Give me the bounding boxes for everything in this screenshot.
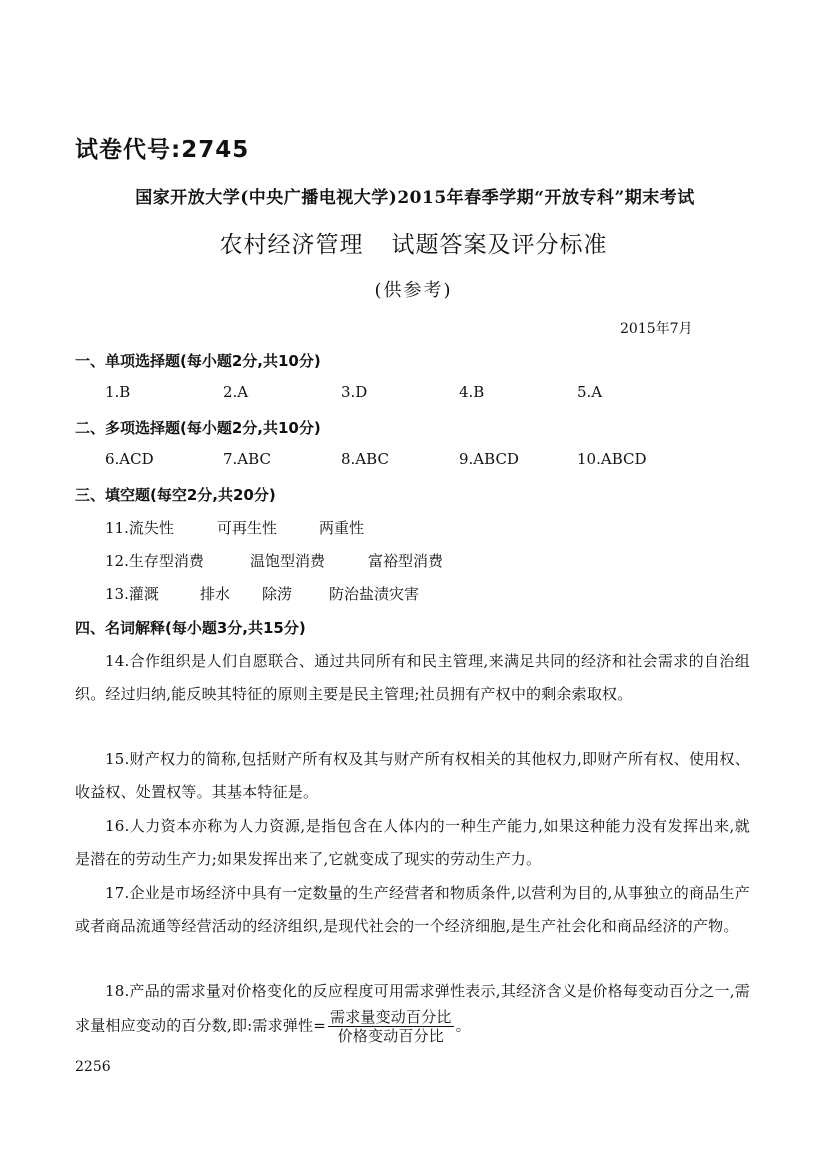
fraction-numerator: 需求量变动百分比 bbox=[330, 1008, 452, 1026]
paper-code: 试卷代号:2745 bbox=[75, 137, 250, 163]
blank-answer: 可再生性 bbox=[217, 519, 278, 537]
subject-title bbox=[0, 226, 827, 259]
fill-blank-row bbox=[105, 517, 364, 538]
answer-item: 1.B bbox=[105, 383, 131, 401]
fill-blank-row bbox=[105, 583, 419, 604]
section-single-choice-title: 一、单项选择题(每小题2分,共10分) bbox=[75, 352, 321, 370]
item-18-end: 。 bbox=[455, 1016, 471, 1035]
fraction-denominator: 价格变动百分比 bbox=[337, 1027, 444, 1045]
exam-title: 国家开放大学(中央广播电视大学)2015年春季学期“开放专科”期末考试 bbox=[135, 188, 695, 208]
section-fill-blank-title: 三、填空题(每空2分,共20分) bbox=[75, 486, 276, 504]
reference-note: (供参考) bbox=[374, 280, 453, 301]
answer-item: 3.D bbox=[341, 383, 368, 401]
subject-suffix: 试题答案及评分标准 bbox=[391, 232, 608, 258]
term-answer-paragraph: 14.合作组织是人们自愿联合、通过共同所有和民主管理,来满足共同的经济和社会需求的自治组织。经过归纳,能反映其特征的原则主要是民主管理;社员拥有产权中的剩余索取权。 bbox=[75, 652, 750, 703]
page-number: 2256 bbox=[75, 1059, 111, 1075]
answer-item: 9.ABCD bbox=[459, 450, 519, 468]
term-answer-paragraph: 16.人力资本亦称为人力资源,是指包含在人体内的一种生产能力,如果这种能力没有发挥出来,就是潜在的劳动生产力;如果发挥出来了,它就变成了现实的劳动生产力。 bbox=[75, 817, 750, 868]
elasticity-fraction bbox=[328, 1008, 454, 1045]
answer-item: 5.A bbox=[577, 383, 603, 401]
answer-item: 7.ABC bbox=[223, 450, 271, 468]
blank-answer: 13.灌溉 bbox=[105, 585, 159, 603]
section-multi-choice-title: 二、多项选择题(每小题2分,共10分) bbox=[75, 419, 321, 437]
section-term-explanation-title: 四、名词解释(每小题3分,共15分) bbox=[75, 619, 306, 637]
fill-blank-row bbox=[105, 550, 443, 571]
term-answer-paragraph: 15.财产权力的简称,包括财产所有权及其与财产所有权相关的其他权力,即财产所有权、使用权、收益权、处置权等。其基本特征是。 bbox=[75, 750, 750, 801]
blank-answer: 排水 bbox=[200, 585, 231, 603]
answer-item: 2.A bbox=[223, 383, 249, 401]
answer-item: 8.ABC bbox=[341, 450, 389, 468]
answer-item: 6.ACD bbox=[105, 450, 154, 468]
exam-date: 2015年7月 bbox=[620, 321, 693, 337]
blank-answer: 11.流失性 bbox=[105, 519, 174, 537]
subject-name: 农村经济管理 bbox=[219, 232, 364, 258]
blank-answer: 两重性 bbox=[319, 519, 365, 537]
blank-answer: 除涝 bbox=[262, 585, 293, 603]
answer-item: 4.B bbox=[459, 383, 485, 401]
term-answer-paragraph-18 bbox=[75, 975, 750, 1045]
item-18-text: 18.产品的需求量对价格变化的反应程度可用需求弹性表示,其经济含义是价格每变动百分之一,需求量相应变动的百分数,即:需求弹性= bbox=[75, 982, 750, 1035]
blank-answer: 富裕型消费 bbox=[368, 552, 444, 570]
blank-answer: 防治盐渍灾害 bbox=[329, 585, 420, 603]
term-answer-paragraph: 17.企业是市场经济中具有一定数量的生产经营者和物质条件,以营利为目的,从事独立的商品生产或者商品流通等经营活动的经济组织,是现代社会的一个经济细胞,是生产社会化和商品经济的产物。 bbox=[75, 884, 750, 935]
blank-answer: 12.生存型消费 bbox=[105, 552, 204, 570]
blank-answer: 温饱型消费 bbox=[250, 552, 326, 570]
answer-item: 10.ABCD bbox=[577, 450, 647, 468]
